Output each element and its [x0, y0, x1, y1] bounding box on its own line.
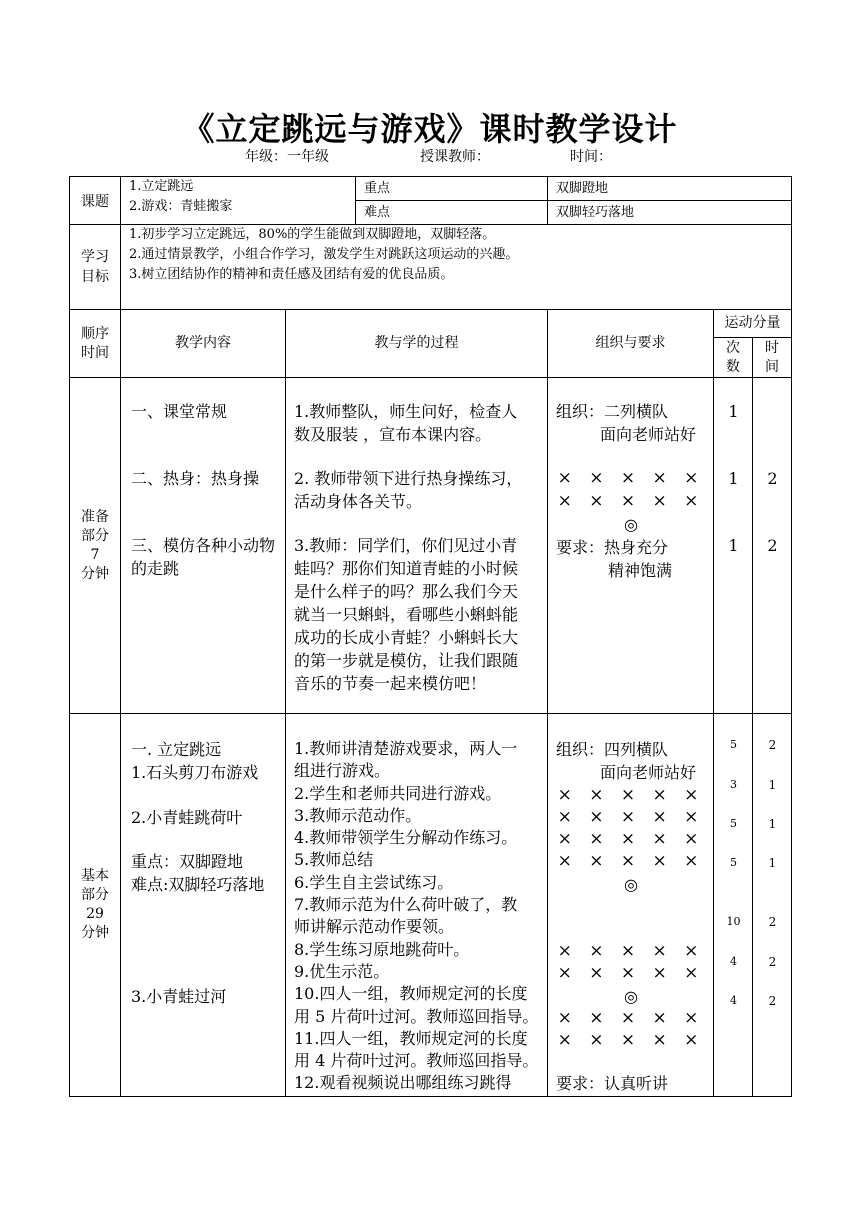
prep-process: 1.教师整队，师生问好，检查人 数及服装 ，宣布本课内容。 2. 教师带领下进行热身操练习， 活动身体各关节。 3.教师：同学们，你们见过小青 蛙吗？那你们知道青蛙的小时候 是什么样子的吗？那么我们今天 就当一只蝌蚪，看哪些小蝌蚪能 成功的长成小青蛙？小蝌蚪长大 的第一步就是模仿，让我们跟随 音乐的节奏一起来模仿吧！: [286, 378, 548, 714]
difficulty-value: 双脚轻巧落地: [548, 201, 792, 225]
basic-process: 1.教师讲清楚游戏要求，两人一 组进行游戏。 2.学生和老师共同进行游戏。 3.教师示范动作。 4.教师带领学生分解动作练习。 5.教师总结 6.学生自主尝试练习。 7.教师示范为什么荷叶破了，教 师讲解示范动作要领。 8.学生练习原地跳荷叶。 9.优生示范。 10.四人一组，教师规定河的长度 用 5 片荷叶过河。教师巡回指导。 11.四人一组，教师规定河的长度 用 4 片荷叶过河。教师巡回指导。 12.观看视频说出哪组练习跳得: [286, 714, 548, 1097]
formation-row: × × × × ×: [557, 1030, 705, 1050]
basic-content: 一. 立定跳远 1.石头剪刀布游戏 2.小青蛙跳荷叶 重点：双脚蹬地 难点:双脚轻巧落地 3.小青蛙过河: [121, 714, 286, 1097]
prep-org: 组织：二列横队 面向老师站好 × × × × × × × × × × ◎ 要求：热身充分 精神饱满: [548, 378, 714, 714]
prep-section-label: 准备 部分 7 分钟: [70, 378, 121, 714]
goal-item: 1.初步学习立定跳远，80%的学生能做到双脚蹬地，双脚轻落。: [129, 227, 496, 242]
header-load: 运动分量: [714, 310, 792, 338]
header-order: 顺序 时间: [70, 310, 121, 378]
difficulty-label: 难点: [356, 201, 548, 225]
formation-row: × × × × ×: [557, 468, 705, 488]
lesson-plan-table: [69, 176, 792, 1097]
basic-times: 2 1 1 1 2 2 2: [753, 714, 792, 1097]
formation-row: × × × × ×: [557, 829, 705, 849]
formation-row: × × × × ×: [557, 941, 705, 961]
basic-org: 组织：四列横队 面向老师站好 × × × × × × × × × × × × × × × × × × × × ◎ × × × × × × × × × × ◎ × × × × × × × × × × 要求：认真听讲: [548, 714, 714, 1097]
formation-row: × × × × ×: [557, 785, 705, 805]
formation-row: × × × × ×: [557, 491, 705, 511]
basic-section-label: 基本 部分 29 分钟: [70, 714, 121, 1097]
formation-row: × × × × ×: [557, 851, 705, 871]
prep-content: 一、课堂常规 二、热身：热身操 三、模仿各种小动物 的走跳: [121, 378, 286, 714]
formation-row: × × × × ×: [557, 807, 705, 827]
formation-row: × × × × ×: [557, 963, 705, 983]
teacher-text: 授课教师：: [420, 149, 490, 165]
teacher-mark: ◎: [624, 515, 638, 534]
document-title: 《立定跳远与游戏》课时教学设计: [182, 110, 678, 148]
topic-items: 1.立定跳远 2.游戏：青蛙搬家: [121, 177, 356, 225]
header-count: 次 数: [714, 338, 753, 378]
header-content: 教学内容: [121, 310, 286, 378]
grade-text: 年级：一年级: [245, 149, 329, 165]
prep-counts: 1 1 1: [714, 378, 753, 714]
teacher-mark: ◎: [624, 987, 638, 1006]
header-time: 时 间: [753, 338, 792, 378]
goal-item: 2.通过情景教学，小组合作学习，激发学生对跳跃这项运动的兴趣。: [129, 247, 519, 262]
basic-counts: 5 3 5 5 10 4 4: [714, 714, 753, 1097]
goal-item: 3.树立团结协作的精神和责任感及团结有爱的优良品质。: [129, 267, 454, 282]
header-process: 教与学的过程: [286, 310, 548, 378]
goals-list: [121, 225, 792, 310]
key-value: 双脚蹬地: [548, 177, 792, 201]
time-text: 时间：: [570, 149, 612, 165]
prep-times: 2 2: [753, 378, 792, 714]
key-label: 重点: [356, 177, 548, 201]
header-org: 组织与要求: [548, 310, 714, 378]
goals-label: 学习 目标: [70, 225, 121, 310]
teacher-mark: ◎: [624, 875, 638, 894]
topic-label: 课题: [70, 177, 121, 225]
formation-row: × × × × ×: [557, 1008, 705, 1028]
